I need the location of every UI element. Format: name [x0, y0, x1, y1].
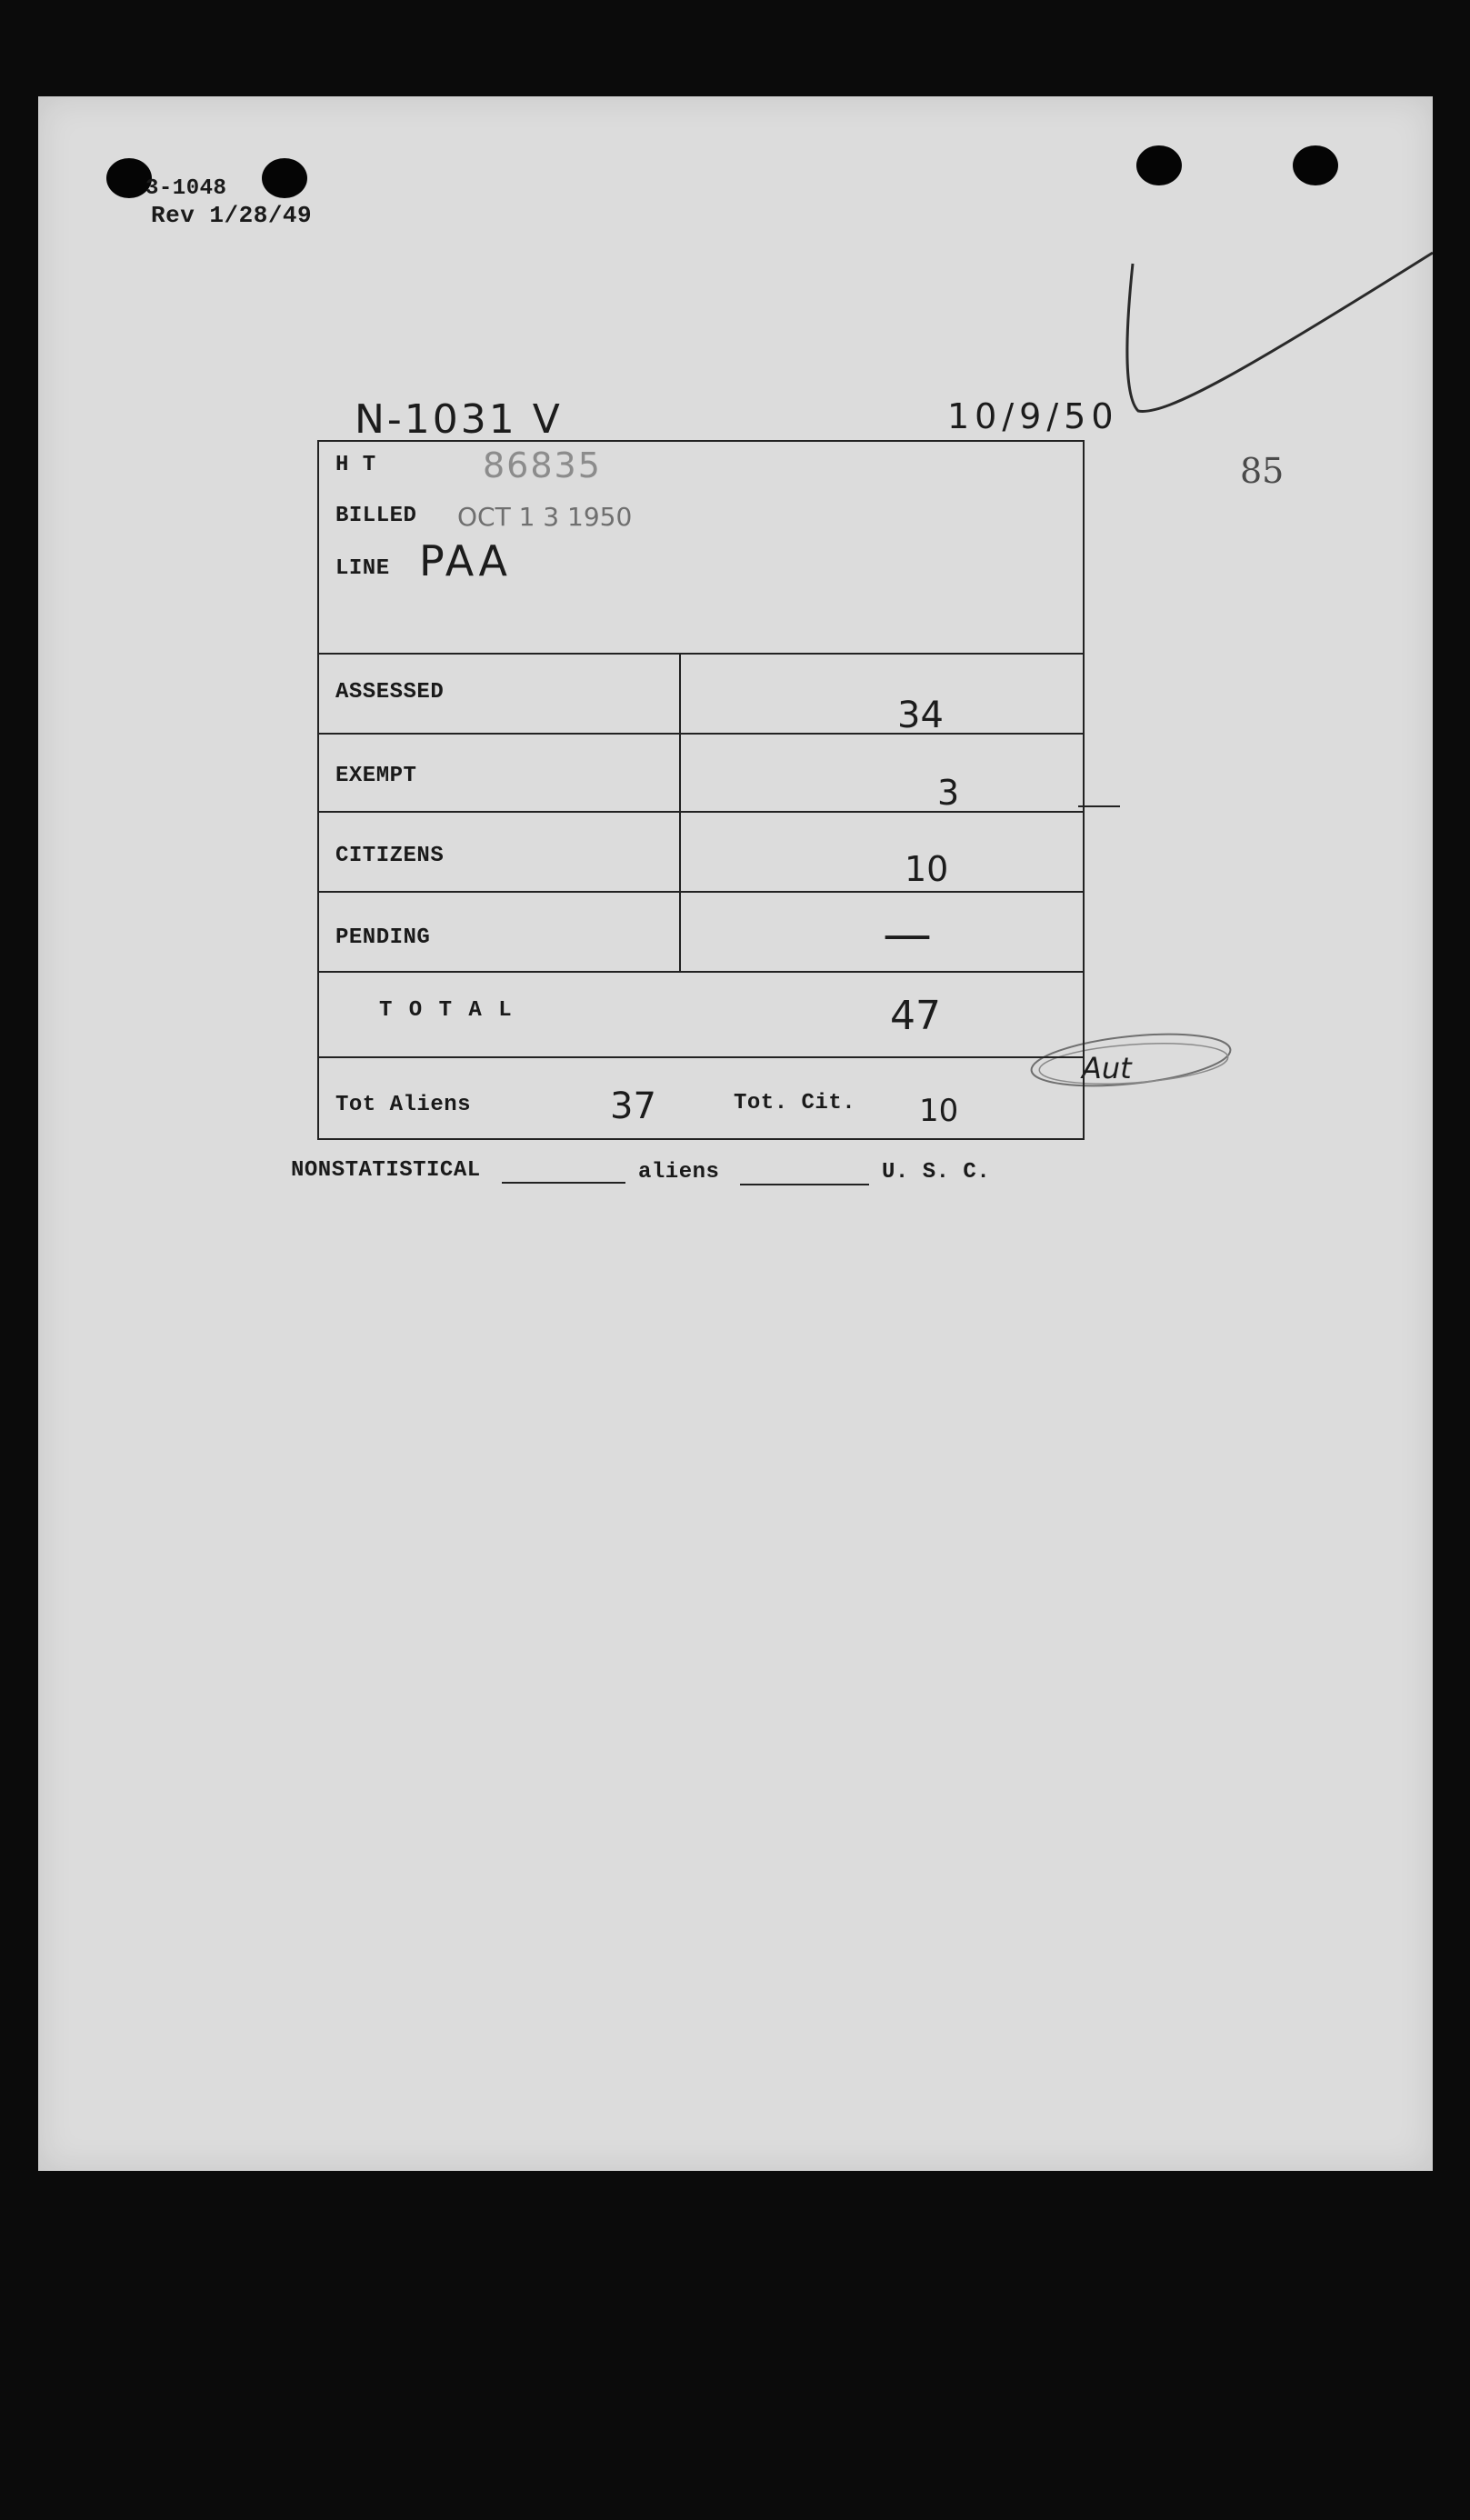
line-value: PAA: [419, 536, 512, 585]
nonstatistical-label: NONSTATISTICAL: [291, 1158, 481, 1183]
approval-initials: Aut: [1082, 1051, 1132, 1085]
nonstatistical-aliens-blank: [502, 1182, 625, 1184]
usc-label: U. S. C.: [882, 1160, 991, 1185]
tot-aliens-label: Tot Aliens: [335, 1093, 472, 1117]
row-label: CITIZENS: [335, 844, 445, 868]
tot-cit-value: 10: [919, 1093, 959, 1129]
nonstatistical-usc-blank: [740, 1184, 869, 1185]
row-value: 3: [937, 773, 960, 813]
handwritten-date: 10/9/50: [947, 396, 1119, 436]
page-number: 85: [1240, 451, 1285, 491]
row-label: ASSESSED: [335, 680, 445, 705]
tot-cit-label: Tot. Cit.: [734, 1091, 856, 1115]
file-number: N-1031 V: [355, 396, 563, 443]
form-revision: Rev 1/28/49: [151, 202, 313, 229]
exempt-extension-line: [1078, 805, 1120, 807]
line-label: LINE: [335, 556, 390, 581]
document-page: [38, 96, 1433, 2171]
billed-date-stamp: OCT 1 3 1950: [457, 502, 633, 532]
aliens-label: aliens: [638, 1160, 720, 1185]
divider: [319, 971, 1083, 973]
tot-aliens-value: 37: [610, 1085, 656, 1127]
row-value: 10: [905, 849, 949, 889]
row-label: EXEMPT: [335, 764, 417, 788]
total-label: T O T A L: [379, 998, 514, 1023]
statistics-form: [317, 440, 1085, 1140]
row-value: —: [883, 905, 932, 963]
ht-number: 86835: [483, 445, 602, 485]
divider: [319, 1056, 1083, 1058]
form-number: 3-1048: [145, 176, 227, 201]
billed-label: BILLED: [335, 504, 417, 528]
column-divider: [679, 653, 681, 973]
ht-label: H T: [335, 453, 376, 477]
row-value: 34: [897, 695, 944, 736]
row-label: PENDING: [335, 925, 431, 950]
divider: [319, 733, 1083, 735]
divider: [319, 811, 1083, 813]
total-value: 47: [890, 993, 941, 1039]
divider: [319, 653, 1083, 655]
divider: [319, 891, 1083, 893]
